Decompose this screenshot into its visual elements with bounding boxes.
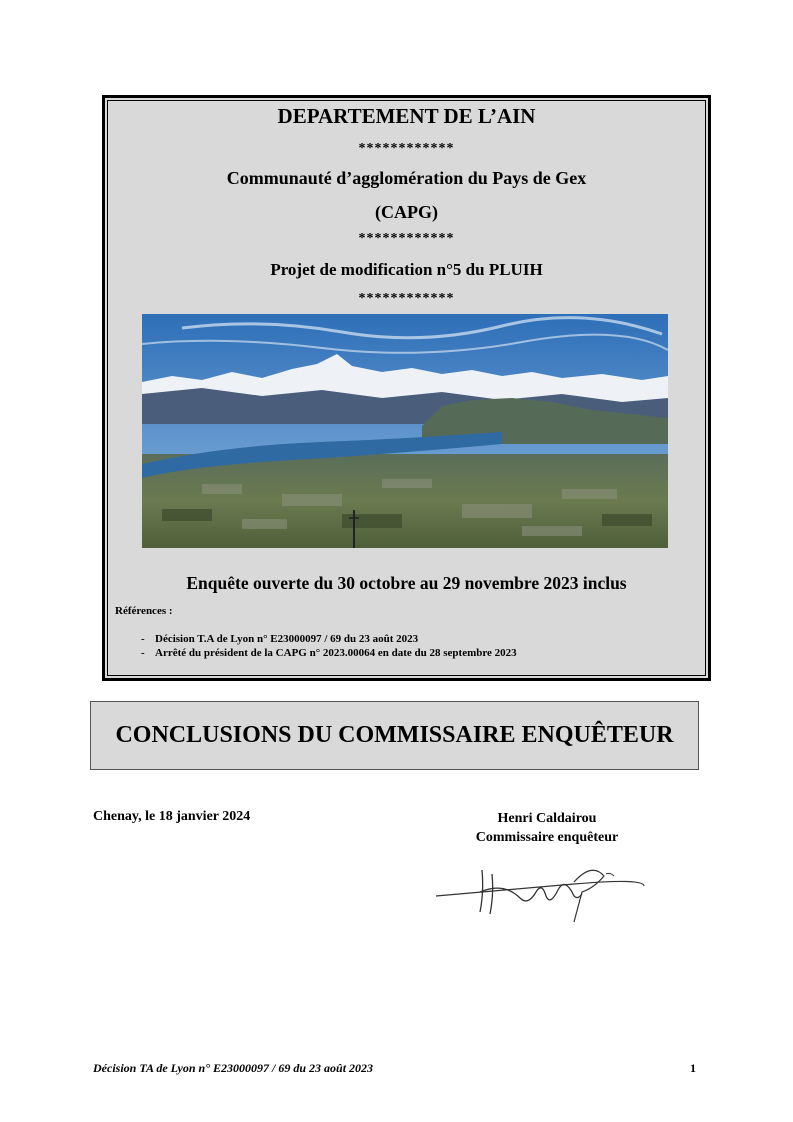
community-title: Communauté d’agglomération du Pays de Gex xyxy=(226,168,587,188)
signatory-role: Commissaire enquêteur xyxy=(475,830,619,845)
list-item: - Arrêté du président de la CAPG n° 2023.00064 en date du 28 septembre 2023 xyxy=(141,647,517,659)
project-title: Projet de modification n°5 du PLUIH xyxy=(270,260,543,279)
aerial-landscape-photo xyxy=(142,314,668,548)
separator: ************ xyxy=(358,291,455,306)
inquiry-period: Enquête ouverte du 30 octobre au 29 novembre 2023 inclus xyxy=(186,573,627,593)
aerial-landscape-lake-mountains-icon xyxy=(142,314,668,548)
community-acronym: (CAPG) xyxy=(375,202,438,222)
reference-text: Décision T.A de Lyon n° E23000097 / 69 du 23 août 2023 xyxy=(155,633,419,645)
reference-text: Arrêté du président de la CAPG n° 2023.00064 en date du 28 septembre 2023 xyxy=(155,647,517,659)
list-item: - Décision T.A de Lyon n° E23000097 / 69 du 23 août 2023 xyxy=(141,633,419,645)
signatory xyxy=(440,809,654,847)
signatory-name: Henri Caldairou xyxy=(497,811,597,826)
page-number: 1 xyxy=(690,1061,696,1075)
conclusions-title-text: CONCLUSIONS DU COMMISSAIRE ENQUÊTEUR xyxy=(115,722,674,748)
department-title: DEPARTEMENT DE L’AIN xyxy=(277,104,536,128)
separator: ************ xyxy=(358,141,455,156)
separator: ************ xyxy=(358,231,455,246)
handwritten-signature-icon xyxy=(424,852,652,934)
references-list xyxy=(141,632,517,660)
conclusions-title xyxy=(90,701,699,770)
references-title: Références : xyxy=(115,605,173,617)
cover-frame xyxy=(102,95,711,681)
footer-reference: Décision TA de Lyon n° E23000097 / 69 du 23 août 2023 xyxy=(93,1061,374,1075)
place-date: Chenay, le 18 janvier 2024 xyxy=(93,809,251,824)
